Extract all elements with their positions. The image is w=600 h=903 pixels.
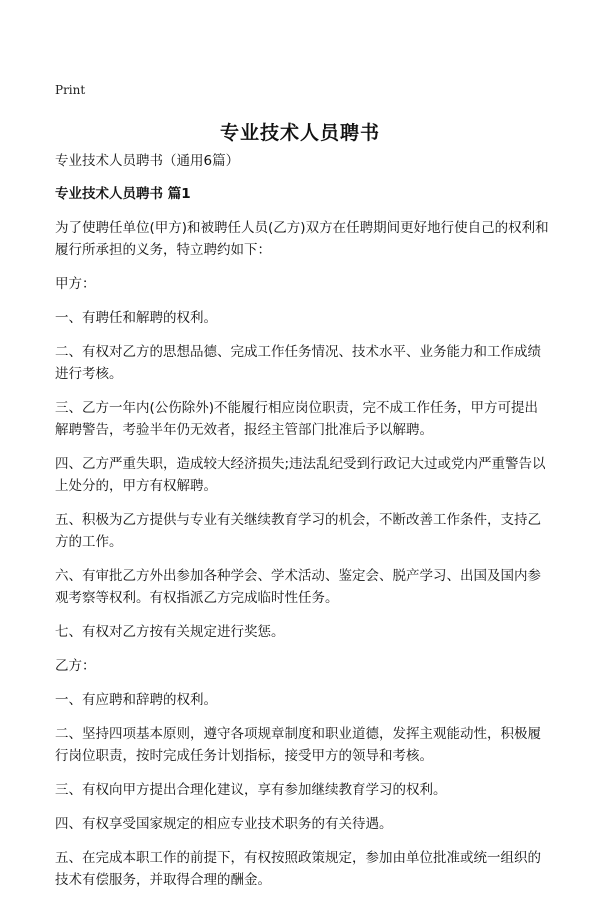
paragraph-party-a-5: 五、积极为乙方提供与专业有关继续教育学习的机会，不断改善工作条件，支持乙方的工作。	[55, 512, 541, 550]
document-body	[55, 150, 550, 903]
paragraph-party-b-4: 四、有权享受国家规定的相应专业技术职务的有关待遇。	[55, 816, 393, 832]
paragraph-party-a-6: 六、有审批乙方外出参加各种学会、学术活动、鉴定会、脱产学习、出国及国内参观考察等权利。有权指派乙方完成临时性任务。	[55, 568, 541, 606]
paragraph-party-a-3: 三、乙方一年内(公伤除外)不能履行相应岗位职责，完不成工作任务，甲方可提出解聘警告，考验半年仍无效者，报经主管部门批准后予以解聘。	[55, 400, 539, 438]
document-subtitle: 专业技术人员聘书（通用6篇）	[55, 153, 240, 169]
paragraph-party-a-7: 七、有权对乙方按有关规定进行奖惩。	[55, 624, 285, 640]
paragraph-party-b-5: 五、在完成本职工作的前提下，有权按照政策规定，参加由单位批准或统一组织的技术有偿服务，并取得合理的酬金。	[55, 850, 541, 888]
paragraph-party-b-heading: 乙方：	[55, 658, 96, 674]
paragraph-party-b-1: 一、有应聘和辞聘的权利。	[55, 692, 217, 708]
paragraph-party-b-3: 三、有权向甲方提出合理化建议，享有参加继续教育学习的权利。	[55, 782, 447, 798]
paragraph-intro: 为了使聘任单位(甲方)和被聘任人员(乙方)双方在任聘期间更好地行使自己的权利和履行所承担的义务，特立聘约如下：	[55, 220, 549, 258]
paragraph-party-a-2: 二、有权对乙方的思想品德、完成工作任务情况、技术水平、业务能力和工作成绩进行考核。	[55, 344, 541, 382]
paragraph-party-b-2: 二、坚持四项基本原则，遵守各项规章制度和职业道德，发挥主观能动性，积极履行岗位职责，按时完成任务计划指标，接受甲方的领导和考核。	[55, 726, 541, 764]
section-heading: 专业技术人员聘书 篇1	[55, 186, 191, 202]
paragraph-party-a-4: 四、乙方严重失职，造成较大经济损失;违法乱纪受到行政记大过或党内严重警告以上处分的，甲方有权解聘。	[55, 456, 546, 494]
print-label: Print	[55, 83, 86, 97]
document-title: 专业技术人员聘书	[219, 122, 380, 144]
paragraph-party-a-heading: 甲方：	[55, 276, 96, 292]
paragraph-party-a-1: 一、有聘任和解聘的权利。	[55, 310, 217, 326]
